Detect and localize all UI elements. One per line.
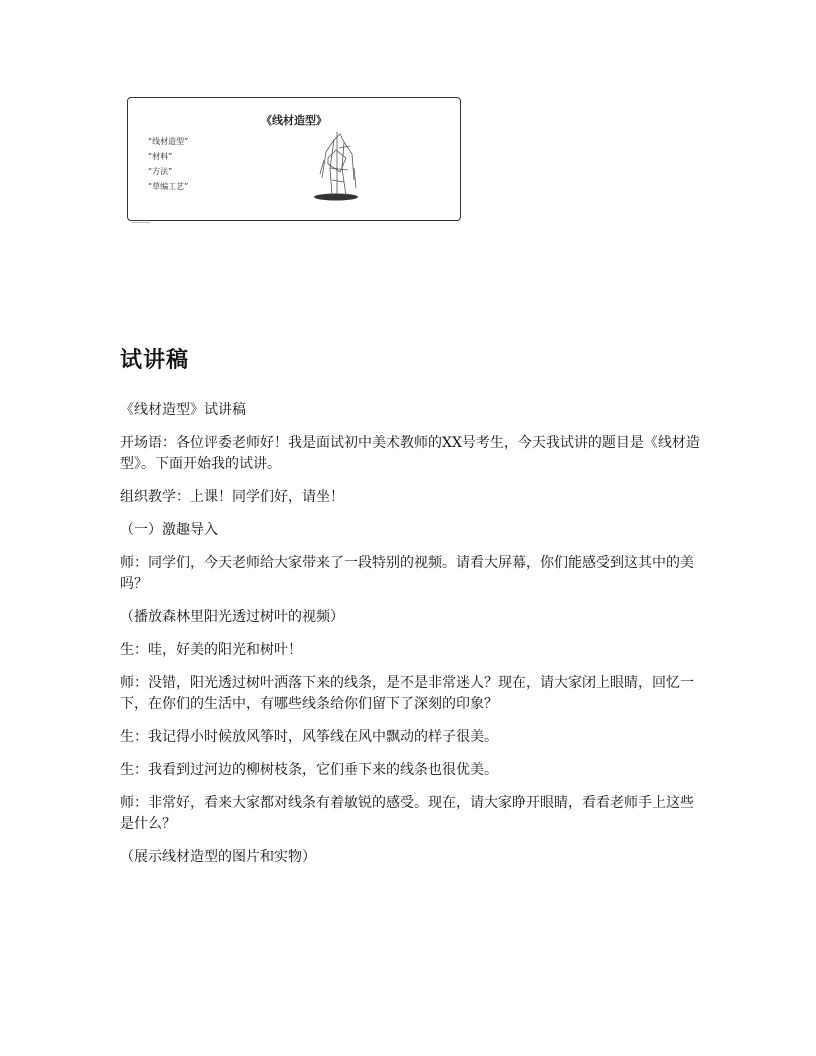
slide-underline bbox=[132, 222, 150, 223]
paragraph: （展示线材造型的图片和实物） bbox=[120, 849, 316, 865]
paragraph: 组织教学：上课！同学们好，请坐！ bbox=[120, 489, 344, 505]
wire-sculpture-image bbox=[310, 128, 370, 202]
slide-bullet-item: “方法” bbox=[148, 167, 173, 176]
paragraph: 生：我记得小时候放风筝时，风筝线在风中飘动的样子很美。 bbox=[120, 729, 498, 745]
lecture-body bbox=[120, 400, 700, 880]
paragraph: 生：我看到过河边的柳树枝条，它们垂下来的线条也很优美。 bbox=[120, 762, 498, 778]
slide-bullet-item: “草编工艺” bbox=[148, 182, 189, 191]
paragraph: （播放森林里阳光透过树叶的视频） bbox=[120, 609, 344, 625]
paragraph: 开场语：各位评委老师好！我是面试初中美术教师的XX号考生，今天我试讲的题目是《线材造型》。下面开始我的试讲。 bbox=[120, 435, 700, 472]
page-heading: 试讲稿 bbox=[120, 347, 190, 373]
paragraph: 《线材造型》试讲稿 bbox=[120, 402, 246, 418]
slide-bullet-list bbox=[148, 134, 188, 194]
paragraph: （一）激趣导入 bbox=[120, 522, 218, 538]
paragraph: 生：哇，好美的阳光和树叶！ bbox=[120, 642, 302, 658]
slide-bullet-item: “材料” bbox=[148, 152, 173, 161]
paragraph: 师：非常好，看来大家都对线条有着敏锐的感受。现在，请大家睁开眼睛，看看老师手上这些是什么？ bbox=[120, 795, 694, 832]
paragraph: 师：同学们，今天老师给大家带来了一段特别的视频。请看大屏幕，你们能感受到这其中的美吗？ bbox=[120, 555, 694, 592]
slide-bullet-item: “线材造型” bbox=[148, 137, 189, 146]
slide-thumbnail bbox=[127, 97, 461, 221]
slide-title: 《线材造型》 bbox=[261, 114, 327, 127]
paragraph: 师：没错，阳光透过树叶洒落下来的线条，是不是非常迷人？现在，请大家闭上眼睛，回忆一下，在你们的生活中，有哪些线条给你们留下了深刻的印象？ bbox=[120, 675, 694, 712]
